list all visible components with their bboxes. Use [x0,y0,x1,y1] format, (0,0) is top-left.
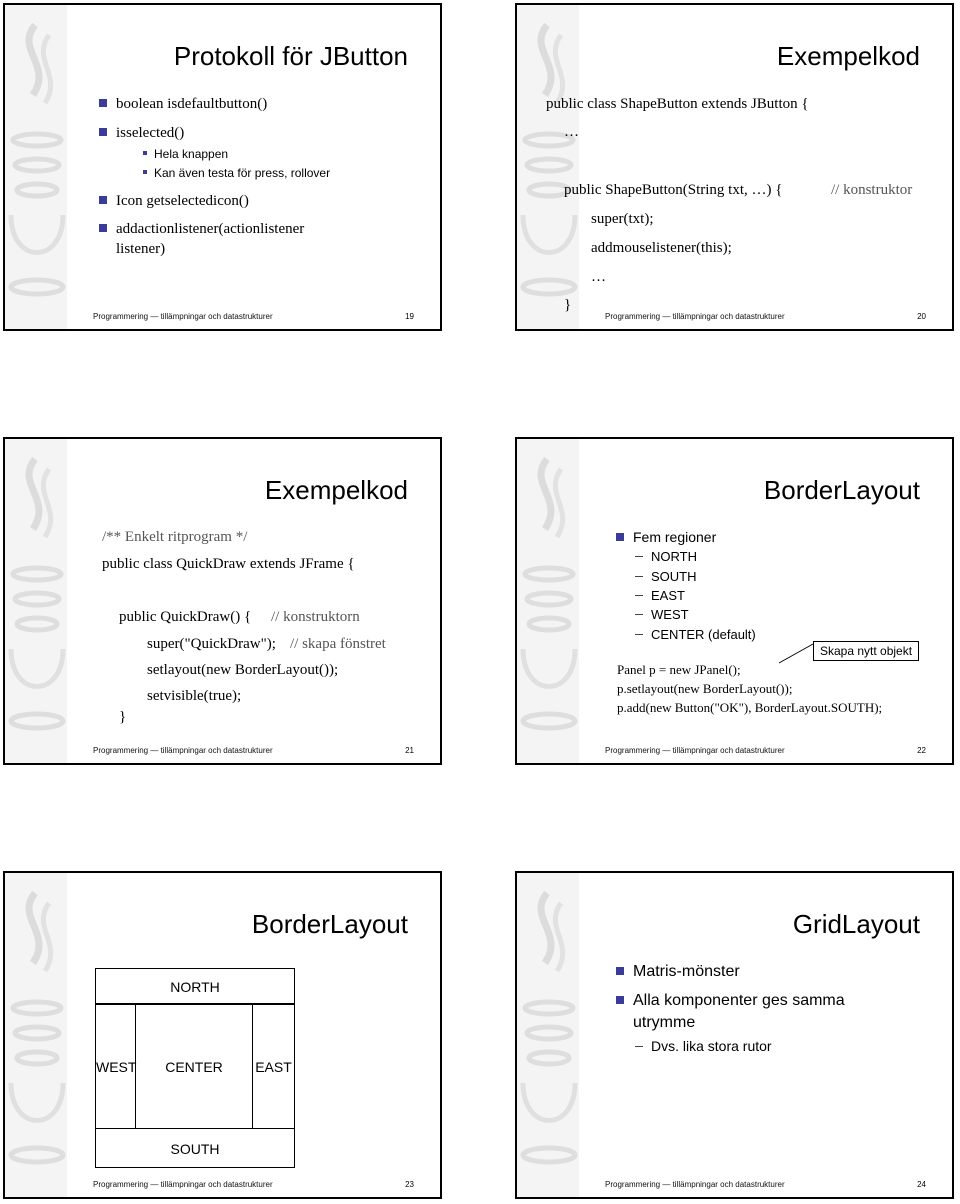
sub-list-item: Dvs. lika stora rutor [635,1038,772,1054]
list-item: Icon getselectedicon() [99,193,249,210]
code-comment: // skapa fönstret [290,636,386,652]
code-line: } [564,297,572,313]
code-comment: // konstruktor [831,182,913,198]
code-comment: // konstruktorn [271,609,360,625]
sub-list-item: Kan även testa för press, rollover [143,166,330,180]
slide-number: 24 [917,1180,926,1189]
slide-title: BorderLayout [763,475,920,505]
slide-footer: Programmering — tillämpningar och datastrukturer [605,312,785,321]
code-comment: /** Enkelt ritprogram */ [102,529,248,545]
list-item-continuation: utrymme [633,1014,696,1031]
code-line: public class QuickDraw extends JFrame { [102,556,355,572]
slide-footer: Programmering — tillämpningar och datastrukturer [93,1180,273,1189]
slide-title: GridLayout [792,909,920,939]
slide-number: 22 [917,746,926,755]
region-north: NORTH [95,968,295,1004]
java-cup-decoration-icon [517,5,579,329]
list-item: Matris-mönster [616,963,740,981]
region-center: CENTER [135,1004,253,1129]
region-east: EAST [252,1004,295,1129]
code-line: … [591,269,606,285]
slide-footer: Programmering — tillämpningar och datastrukturer [93,746,273,755]
slide-number: 23 [405,1180,414,1189]
bullet-icon [99,128,107,136]
list-item: Fem regioner [616,529,716,545]
slide-footer: Programmering — tillämpningar och datastrukturer [605,746,785,755]
bullet-icon [616,967,624,975]
slide-number: 21 [405,746,414,755]
code-line: } [119,709,127,725]
list-item: isselected() [99,125,184,142]
list-item: addactionlistener(actionlistener [99,221,304,238]
slide-title: BorderLayout [251,909,408,939]
java-cup-decoration-icon [517,873,579,1197]
region-south: SOUTH [95,1128,295,1168]
callout-pointer-icon [517,439,954,765]
java-cup-decoration-icon [5,873,67,1197]
slide-number: 19 [405,312,414,321]
code-line: setlayout(new BorderLayout()); [147,662,339,678]
code-line: public class ShapeButton extends JButton { [546,96,809,112]
code-line: addmouselistener(this); [591,240,732,256]
slide-19 [3,3,442,331]
java-cup-decoration-icon [5,439,67,763]
slide-22 [515,437,954,765]
slide-title: Exempelkod [264,475,408,505]
region-west: WEST [95,1004,136,1129]
code-line: p.setlayout(new BorderLayout()); [617,681,793,696]
code-line: p.add(new Button("OK"), BorderLayout.SOUTH); [617,700,883,715]
code-line: Panel p = new JPanel(); [617,662,741,677]
slide-title: Protokoll för JButton [173,41,408,71]
slide-24 [515,871,954,1199]
bullet-icon [143,151,147,155]
sub-list-item: Hela knappen [143,147,228,161]
list-item-continuation: listener) [116,241,166,257]
list-item: Alla komponenter ges samma [616,992,845,1010]
code-line: setvisible(true); [147,688,242,704]
sub-list-item: EAST [635,588,685,603]
slide-title: Exempelkod [776,41,920,71]
bullet-icon [143,170,147,174]
code-line: public QuickDraw() { [119,609,252,625]
code-line: … [564,124,579,140]
dash-icon [635,1046,643,1047]
slide-number: 20 [917,312,926,321]
slide-21 [3,437,442,765]
bullet-icon [99,99,107,107]
sub-list-item: WEST [635,607,689,622]
slide-footer: Programmering — tillämpningar och datastrukturer [93,312,273,321]
code-line: super("QuickDraw"); [147,636,276,652]
java-cup-decoration-icon [5,5,67,329]
bullet-icon [99,224,107,232]
slide-20 [515,3,954,331]
list-item: boolean isdefaultbutton() [99,96,267,113]
sub-list-item: NORTH [635,549,697,564]
slide-footer: Programmering — tillämpningar och datastrukturer [605,1180,785,1189]
callout-box: Skapa nytt objekt [813,641,919,661]
bullet-icon [99,196,107,204]
sub-list-item: SOUTH [635,569,697,584]
sub-list-item: CENTER (default) [635,627,756,642]
slide-23 [3,871,442,1199]
code-line: super(txt); [591,211,654,227]
code-line: public ShapeButton(String txt, …) { [564,182,783,198]
bullet-icon [616,996,624,1004]
